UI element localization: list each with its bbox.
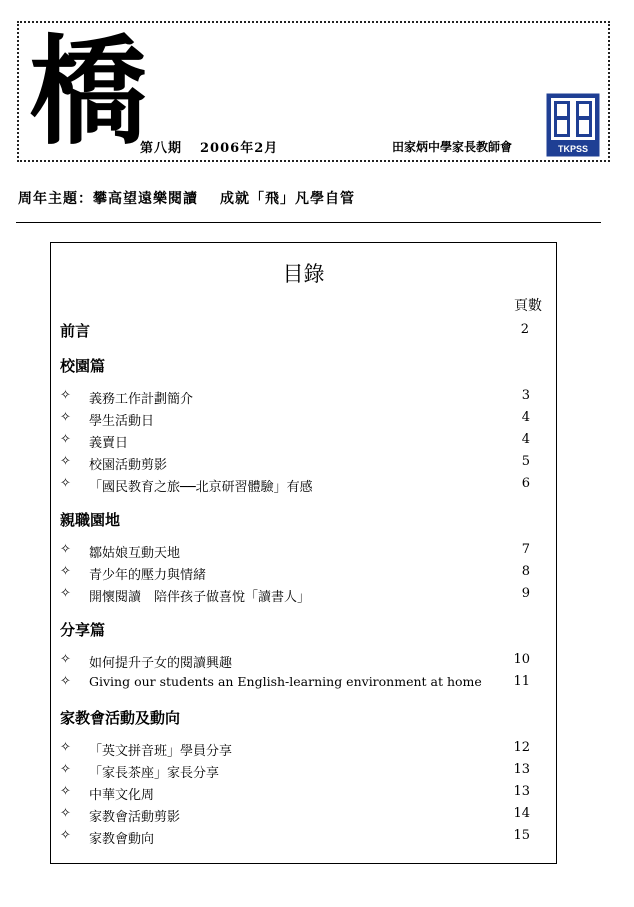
toc-preface[interactable]: 前言 <box>60 322 91 340</box>
issue-number: 第八期 <box>140 141 183 156</box>
bullet-icon: ✧ <box>60 652 71 667</box>
organization-name: 田家炳中學家長教師會 <box>392 140 513 154</box>
school-logo <box>546 93 600 157</box>
toc-item[interactable]: ✧ 「國民教育之旅──北京研習體驗」有感 6 <box>60 476 530 495</box>
annual-theme <box>18 188 355 208</box>
toc-section-title: 親職園地 <box>60 511 121 529</box>
toc-item[interactable]: ✧ 開懷閱讀 陪伴孩子做喜悅「讀書人」 9 <box>60 586 530 605</box>
toc-item[interactable]: ✧ 家教會動向 15 <box>60 828 530 847</box>
bullet-icon: ✧ <box>60 542 71 557</box>
toc-item[interactable]: ✧ 校園活動剪影 5 <box>60 454 530 473</box>
masthead-title-character: 橋 <box>29 22 146 161</box>
bullet-icon: ✧ <box>60 432 71 447</box>
toc-title: 目錄 <box>282 262 325 286</box>
toc-section-title: 家教會活動及動向 <box>60 709 181 727</box>
issue-date: 2006年2月 <box>200 141 279 156</box>
toc-item[interactable]: ✧ 「英文拼音班」學員分享 12 <box>60 740 530 759</box>
toc-item[interactable]: ✧ 「家長茶座」家長分享 13 <box>60 762 530 781</box>
toc-preface-page: 2 <box>520 322 529 337</box>
toc-item[interactable]: ✧ 青少年的壓力與情緒 8 <box>60 564 530 583</box>
bullet-icon: ✧ <box>60 806 71 821</box>
toc-item[interactable]: ✧ 家教會活動剪影 14 <box>60 806 530 825</box>
bullet-icon: ✧ <box>60 476 71 491</box>
annual-theme-suffix: 成就「飛」凡學自管 <box>220 191 355 207</box>
bullet-icon: ✧ <box>60 674 71 689</box>
annual-theme-prefix: 周年主題：攀高望遠樂閱讀 <box>18 191 198 207</box>
bullet-icon: ✧ <box>60 828 71 843</box>
bullet-icon: ✧ <box>60 586 71 601</box>
toc-section-title: 校園篇 <box>60 357 106 375</box>
bullet-icon: ✧ <box>60 784 71 799</box>
bullet-icon: ✧ <box>60 388 71 403</box>
issue-info <box>140 137 278 156</box>
toc-item[interactable]: ✧ 鄒姑娘互動天地 7 <box>60 542 530 561</box>
bullet-icon: ✧ <box>60 454 71 469</box>
logo-text: TKPSS <box>557 144 589 154</box>
bullet-icon: ✧ <box>60 762 71 777</box>
divider-line <box>16 222 601 223</box>
toc-section-title: 分享篇 <box>60 621 106 639</box>
masthead <box>17 21 610 162</box>
pages-column-header: 頁數 <box>514 298 542 314</box>
toc-item[interactable]: ✧ 如何提升子女的閱讀興趣 10 <box>60 652 530 671</box>
toc-item[interactable]: ✧ 學生活動日 4 <box>60 410 530 429</box>
toc-item[interactable]: ✧ 中華文化周 13 <box>60 784 530 803</box>
bullet-icon: ✧ <box>60 564 71 579</box>
toc-item[interactable]: ✧ Giving our students an English-learning environment at home 11 <box>60 674 530 689</box>
bullet-icon: ✧ <box>60 740 71 755</box>
bullet-icon: ✧ <box>60 410 71 425</box>
toc-item[interactable]: ✧ 義賣日 4 <box>60 432 530 451</box>
toc-item[interactable]: ✧ 義務工作計劃簡介 3 <box>60 388 530 407</box>
table-of-contents <box>50 242 557 864</box>
